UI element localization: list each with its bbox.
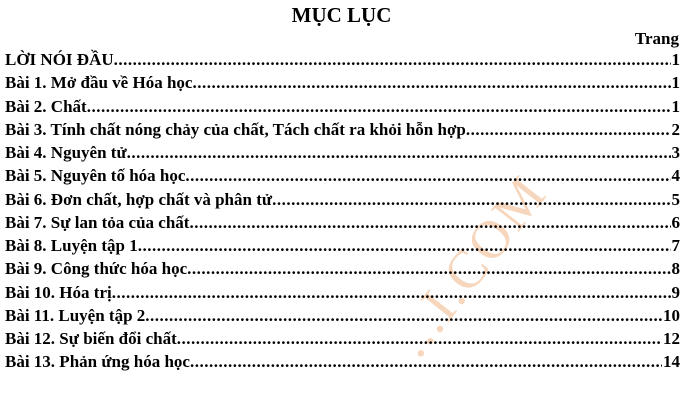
toc-entry-label: Bài 9. Công thức hóa học bbox=[5, 259, 188, 279]
dot-leader bbox=[466, 120, 671, 140]
toc-entry-bai-10[interactable] bbox=[5, 283, 680, 306]
toc-entry-page: 1 bbox=[671, 73, 680, 93]
toc-entry-page: 6 bbox=[671, 212, 680, 232]
toc-entry-bai-1[interactable] bbox=[5, 73, 680, 96]
dot-leader bbox=[189, 213, 670, 233]
toc-entry-label: Bài 7. Sự lan tỏa của chất bbox=[5, 212, 190, 232]
toc-entry-bai-7[interactable] bbox=[5, 213, 680, 236]
toc-list bbox=[5, 50, 680, 376]
toc-entry-label: Bài 3. Tính chất nóng chảy của chất, Tách chất ra khỏi hỗn hợp bbox=[5, 119, 466, 139]
toc-entry-page: 2 bbox=[671, 119, 680, 139]
toc-entry-bai-5[interactable] bbox=[5, 166, 680, 189]
toc-entry-page: 1 bbox=[671, 50, 680, 69]
toc-entry-page: 1 bbox=[671, 96, 680, 116]
toc-entry-page: 10 bbox=[663, 305, 680, 325]
toc-entry-label: Bài 6. Đơn chất, hợp chất và phân tử bbox=[5, 189, 273, 209]
toc-entry-label: Bài 13. Phản ứng hóa học bbox=[5, 352, 190, 372]
toc-entry-bai-8[interactable] bbox=[5, 236, 680, 259]
toc-entry-bai-2[interactable] bbox=[5, 97, 680, 120]
dot-leader bbox=[145, 306, 662, 326]
toc-entry-label: Bài 10. Hóa trị bbox=[5, 282, 112, 302]
dot-leader bbox=[138, 236, 671, 256]
toc-entry-page: 5 bbox=[671, 189, 680, 209]
watermark: ...I.COM bbox=[380, 164, 558, 368]
toc-entry-label: Bài 11. Luyện tập 2 bbox=[5, 305, 146, 325]
toc-entry-label: LỜI NÓI ĐẦU bbox=[5, 50, 114, 69]
toc-entry-bai-12[interactable] bbox=[5, 329, 680, 352]
toc-entry-bai-6[interactable] bbox=[5, 190, 680, 213]
toc-entry-page: 3 bbox=[671, 143, 680, 162]
toc-entry-label: Bài 4. Nguyên tử bbox=[5, 143, 127, 162]
dot-leader bbox=[112, 283, 671, 303]
toc-entry-label: Bài 5. Nguyên tố hóa học bbox=[5, 166, 186, 186]
toc-entry-label: Bài 12. Sự biến đổi chất bbox=[5, 329, 177, 348]
toc-entry-page: 4 bbox=[671, 166, 680, 186]
dot-leader bbox=[192, 73, 670, 93]
toc-title: MỤC LỤC bbox=[291, 3, 392, 27]
toc-entry-bai-11[interactable] bbox=[5, 306, 680, 329]
dot-leader bbox=[187, 259, 670, 279]
toc-entry-bai-13[interactable] bbox=[5, 352, 680, 375]
toc-entry-label: Bài 8. Luyện tập 1 bbox=[5, 236, 138, 255]
toc-entry-page: 8 bbox=[671, 259, 680, 279]
toc-entry-bai-9[interactable] bbox=[5, 259, 680, 282]
dot-leader bbox=[114, 50, 671, 70]
toc-entry-page: 9 bbox=[671, 282, 680, 302]
toc-entry-page: 14 bbox=[663, 352, 680, 372]
toc-entry-label: Bài 2. Chất bbox=[5, 96, 87, 116]
dot-leader bbox=[127, 143, 671, 163]
page-column-label: Trang bbox=[634, 29, 679, 48]
dot-leader bbox=[190, 352, 662, 372]
toc-entry-page: 7 bbox=[671, 236, 680, 255]
toc-entry-page: 12 bbox=[663, 329, 680, 348]
dot-leader bbox=[185, 166, 670, 186]
toc-entry-bai-3[interactable] bbox=[5, 120, 680, 143]
dot-leader bbox=[272, 190, 670, 210]
toc-entry-label: Bài 1. Mở đầu về Hóa học bbox=[5, 73, 193, 93]
toc-entry-bai-4[interactable] bbox=[5, 143, 680, 166]
dot-leader bbox=[177, 329, 662, 349]
toc-entry-preface[interactable] bbox=[5, 50, 680, 73]
dot-leader bbox=[87, 97, 671, 117]
